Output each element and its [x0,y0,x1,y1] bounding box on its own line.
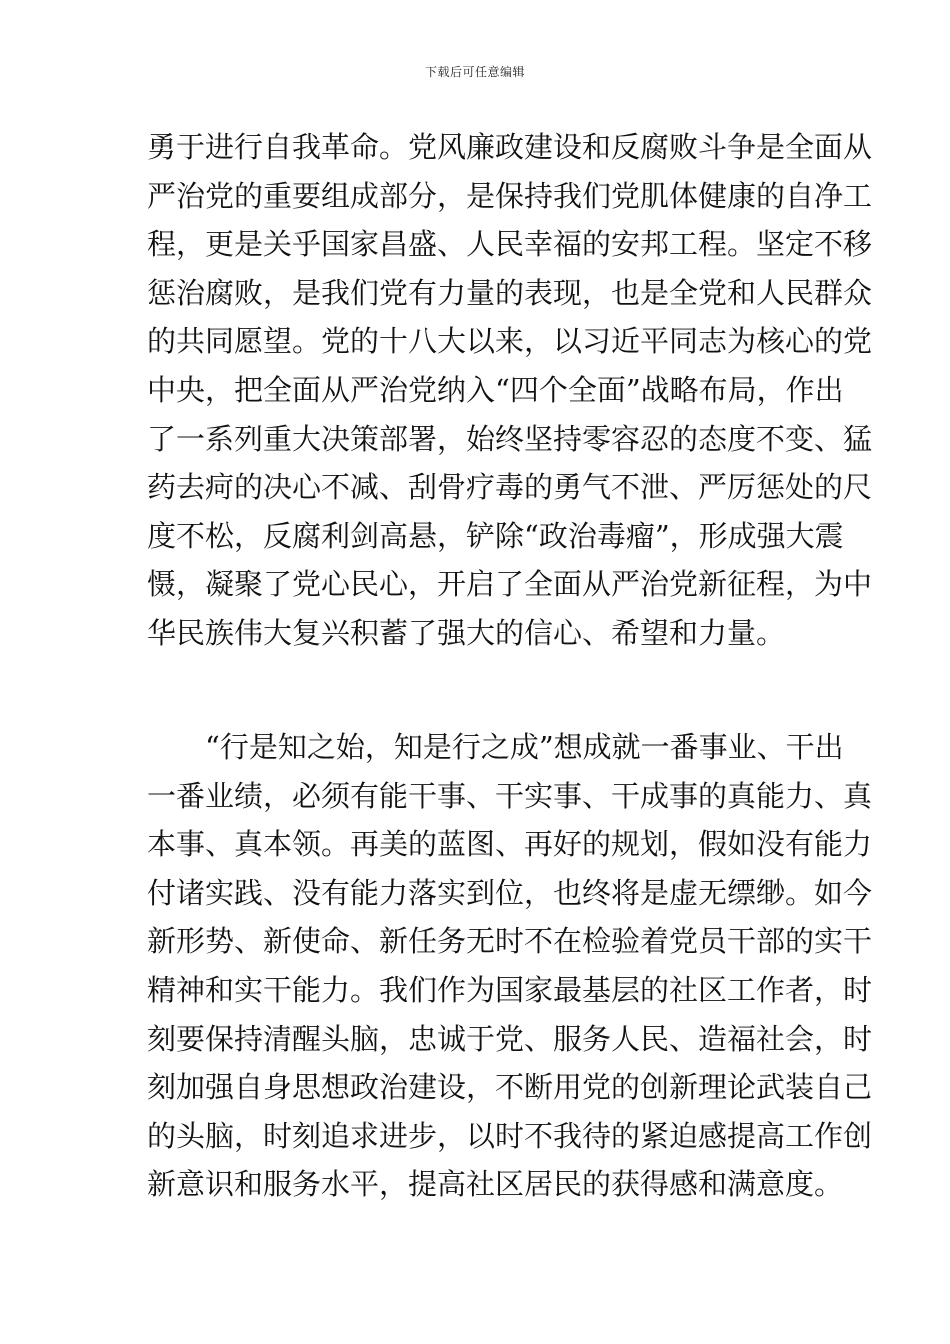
paragraph-line: 惩治腐败，是我们党有力量的表现，也是全党和人民群众 [147,275,873,310]
paragraph-line: 药去疴的决心不减、刮骨疗毒的勇气不泄、严厉惩处的尺 [147,470,873,505]
paragraph-line: 严治党的重要组成部分，是保持我们党肌体健康的自净工 [147,178,873,213]
paragraph-line: 刻要保持清醒头脑，忠诚于党、服务人民、造福社会，时 [147,1021,873,1056]
paragraph-line: 的共同愿望。党的十八大以来，以习近平同志为核心的党 [147,324,873,359]
paragraph-line: 慑，凝聚了党心民心，开启了全面从严治党新征程，为中 [147,567,873,602]
paragraph-line: 精神和实干能力。我们作为国家最基层的社区工作者，时 [147,972,873,1007]
paragraph-line: 华民族伟大复兴积蓄了强大的信心、希望和力量。 [147,615,786,650]
paragraph-line: 程，更是关乎国家昌盛、人民幸福的安邦工程。坚定不移 [147,227,873,262]
paragraph-line: 一番业绩，必须有能干事、干实事、干成事的真能力、真 [147,778,873,813]
paragraph-1 [147,123,873,658]
paragraph-line: 了一系列重大决策部署，始终坚持零容忍的态度不变、猛 [147,421,873,456]
paragraph-line: 新形势、新使命、新任务无时不在检验着党员干部的实干 [147,924,873,959]
paragraph-line: 付诸实践、没有能力落实到位，也终将是虚无缥缈。如今 [147,875,873,910]
paragraph-line: 勇于进行自我革命。党风廉政建设和反腐败斗争是全面从 [147,130,873,164]
paragraph-line: 新意识和服务水平，提高社区居民的获得感和满意度。 [147,1167,844,1202]
paragraph-line: 度不松，反腐利剑高悬，铲除“政治毒瘤”，形成强大震 [147,518,844,553]
paragraph-line: 刻加强自身思想政治建设，不断用党的创新理论武装自己 [147,1070,873,1105]
paragraph-line: 本事、真本领。再美的蓝图、再好的规划，假如没有能力 [147,827,873,862]
paragraph-line: 中央，把全面从严治党纳入“四个全面”战略布局，作出 [147,372,844,407]
paragraph-line: “行是知之始，知是行之成”想成就一番事业、干出 [147,730,844,764]
page-header: 下载后可任意编辑 [424,65,525,79]
paragraph-2 [147,723,873,1209]
paragraph-line: 的头脑，时刻追求进步，以时不我待的紧迫感提高工作创 [147,1118,873,1153]
